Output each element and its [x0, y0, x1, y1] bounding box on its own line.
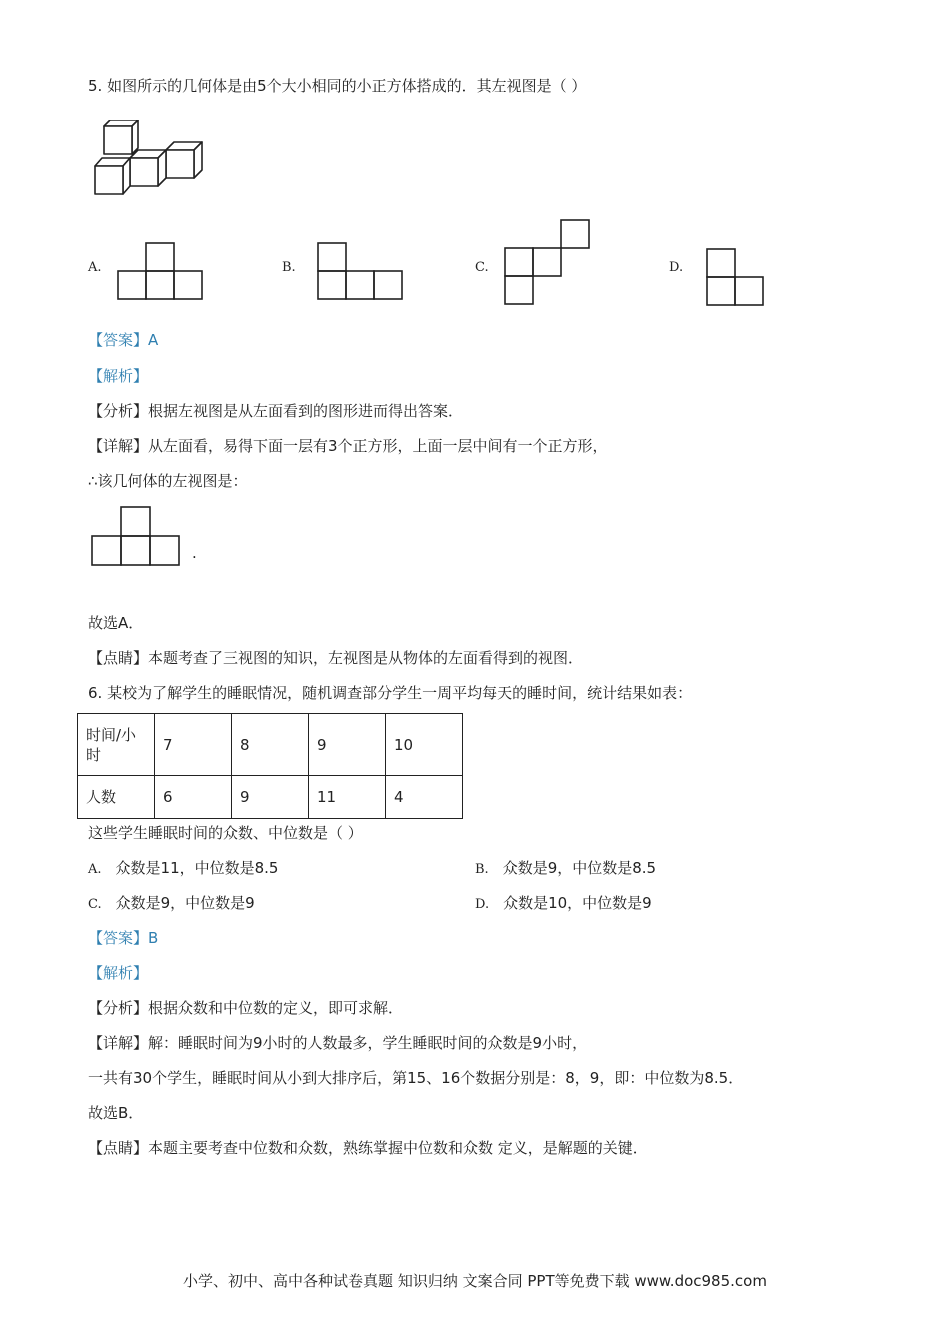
- table-row: [78, 714, 463, 776]
- q5-option-d-figure: [705, 247, 769, 309]
- q5-choose: 故选A．: [88, 614, 144, 632]
- q6-dianjing: [88, 1138, 648, 1158]
- q5-question: 5. 如图所示的几何体是由5个大小相同的小正方体搭成的．其左视图是（ ）: [88, 77, 587, 95]
- dianjing-text: 本题主要考查中位数和众数，熟练掌握中位数和众数 定义，是解题的关键．: [148, 1139, 648, 1157]
- fenxi-text: 根据众数和中位数的定义，即可求解．: [148, 999, 404, 1017]
- dianjing-tag: 【点睛】: [88, 649, 149, 667]
- q5-analysis-tag: [88, 366, 148, 386]
- table-row: [78, 776, 463, 819]
- table-cell: 9: [309, 714, 386, 776]
- fenxi-tag: 【分析】: [88, 402, 149, 420]
- q5-therefore: ∴该几何体的左视图是：: [88, 472, 248, 490]
- option-label: B.: [475, 862, 489, 877]
- footer-text: 小学、初中、高中各种试卷真题 知识归纳 文案合同 PPT等免费下载 www.doc985.com: [183, 1272, 767, 1290]
- option-text: 众数是11，中位数是8.5: [115, 859, 279, 877]
- analysis-tag: 【解析】: [88, 964, 149, 982]
- q6-xiangjie-2: 一共有30个学生，睡眠时间从小到大排序后，第15、16个数据分别是：8，9，即：中位数为8.5．: [88, 1069, 744, 1087]
- q6-answer: [88, 928, 158, 948]
- q5-option-a-label: A.: [88, 260, 102, 275]
- table-cell: 4: [386, 776, 463, 819]
- answer-tag: 【答案】: [88, 929, 149, 947]
- table-header-cell: 人数: [78, 776, 155, 819]
- table-cell: 7: [155, 714, 232, 776]
- q6-xiangjie: [88, 1033, 587, 1053]
- answer-tag: 【答案】: [88, 331, 149, 349]
- xiangjie-text: 解：睡眠时间为9小时的人数最多，学生睡眠时间的众数是9小时，: [148, 1034, 588, 1052]
- option-label: C.: [88, 897, 102, 912]
- dianjing-tag: 【点睛】: [88, 1139, 149, 1157]
- q6-option-c: [88, 893, 255, 915]
- q5-xiangjie: [88, 436, 608, 456]
- xiangjie-tag: 【详解】: [88, 437, 149, 455]
- q5-option-c-label: C.: [475, 260, 489, 275]
- answer-value: A: [148, 331, 159, 349]
- xiangjie-text: 从左面看，易得下面一层有3个正方形，上面一层中间有一个正方形，: [148, 437, 608, 455]
- option-text: 众数是10，中位数是9: [503, 894, 652, 912]
- q5-option-a-figure: [116, 242, 206, 302]
- q5-period: .: [192, 544, 197, 562]
- q5-option-b-label: B.: [282, 260, 296, 275]
- option-label: A.: [88, 862, 102, 877]
- q6-option-a: [88, 858, 278, 880]
- analysis-tag: 【解析】: [88, 367, 149, 385]
- table-cell: 8: [232, 714, 309, 776]
- fenxi-text: 根据左视图是从左面看到的图形进而得出答案．: [148, 402, 464, 420]
- table-cell: 6: [155, 776, 232, 819]
- q5-option-d-label: D.: [669, 260, 684, 275]
- q6-analysis-tag: [88, 963, 148, 983]
- fenxi-tag: 【分析】: [88, 999, 149, 1017]
- q6-option-d: [475, 893, 652, 915]
- table-header-cell: [78, 714, 155, 776]
- option-text: 众数是9，中位数是8.5: [502, 859, 657, 877]
- q6-option-b: [475, 858, 656, 880]
- xiangjie-tag: 【详解】: [88, 1034, 149, 1052]
- q5-option-c-figure: [503, 218, 593, 308]
- q6-fenxi: [88, 998, 403, 1018]
- q6-sleep-table: [77, 713, 463, 819]
- table-cell: 10: [386, 714, 463, 776]
- q5-left-view-figure: [90, 505, 184, 567]
- q5-dianjing: [88, 648, 583, 668]
- dianjing-text: 本题考查了三视图的知识，左视图是从物体的左面看得到的视图．: [148, 649, 584, 667]
- header-label-line2: 时: [86, 745, 102, 764]
- q5-answer: [88, 330, 158, 350]
- table-cell: 9: [232, 776, 309, 819]
- header-label-line1: 时间/小: [86, 725, 137, 744]
- q5-option-b-figure: [316, 242, 406, 302]
- option-label: D.: [475, 897, 490, 912]
- answer-value: B: [148, 929, 159, 947]
- q5-fenxi: [88, 401, 463, 421]
- option-text: 众数是9，中位数是9: [115, 894, 255, 912]
- table-cell: 11: [309, 776, 386, 819]
- q6-choose: 故选B．: [88, 1104, 144, 1122]
- q6-question: 6. 某校为了解学生的睡眠情况，随机调查部分学生一周平均每天的睡时间，统计结果如表：: [88, 684, 693, 702]
- q5-cube-figure: [92, 120, 208, 198]
- q6-sub-question: 这些学生睡眠时间的众数、中位数是（ ）: [88, 824, 363, 842]
